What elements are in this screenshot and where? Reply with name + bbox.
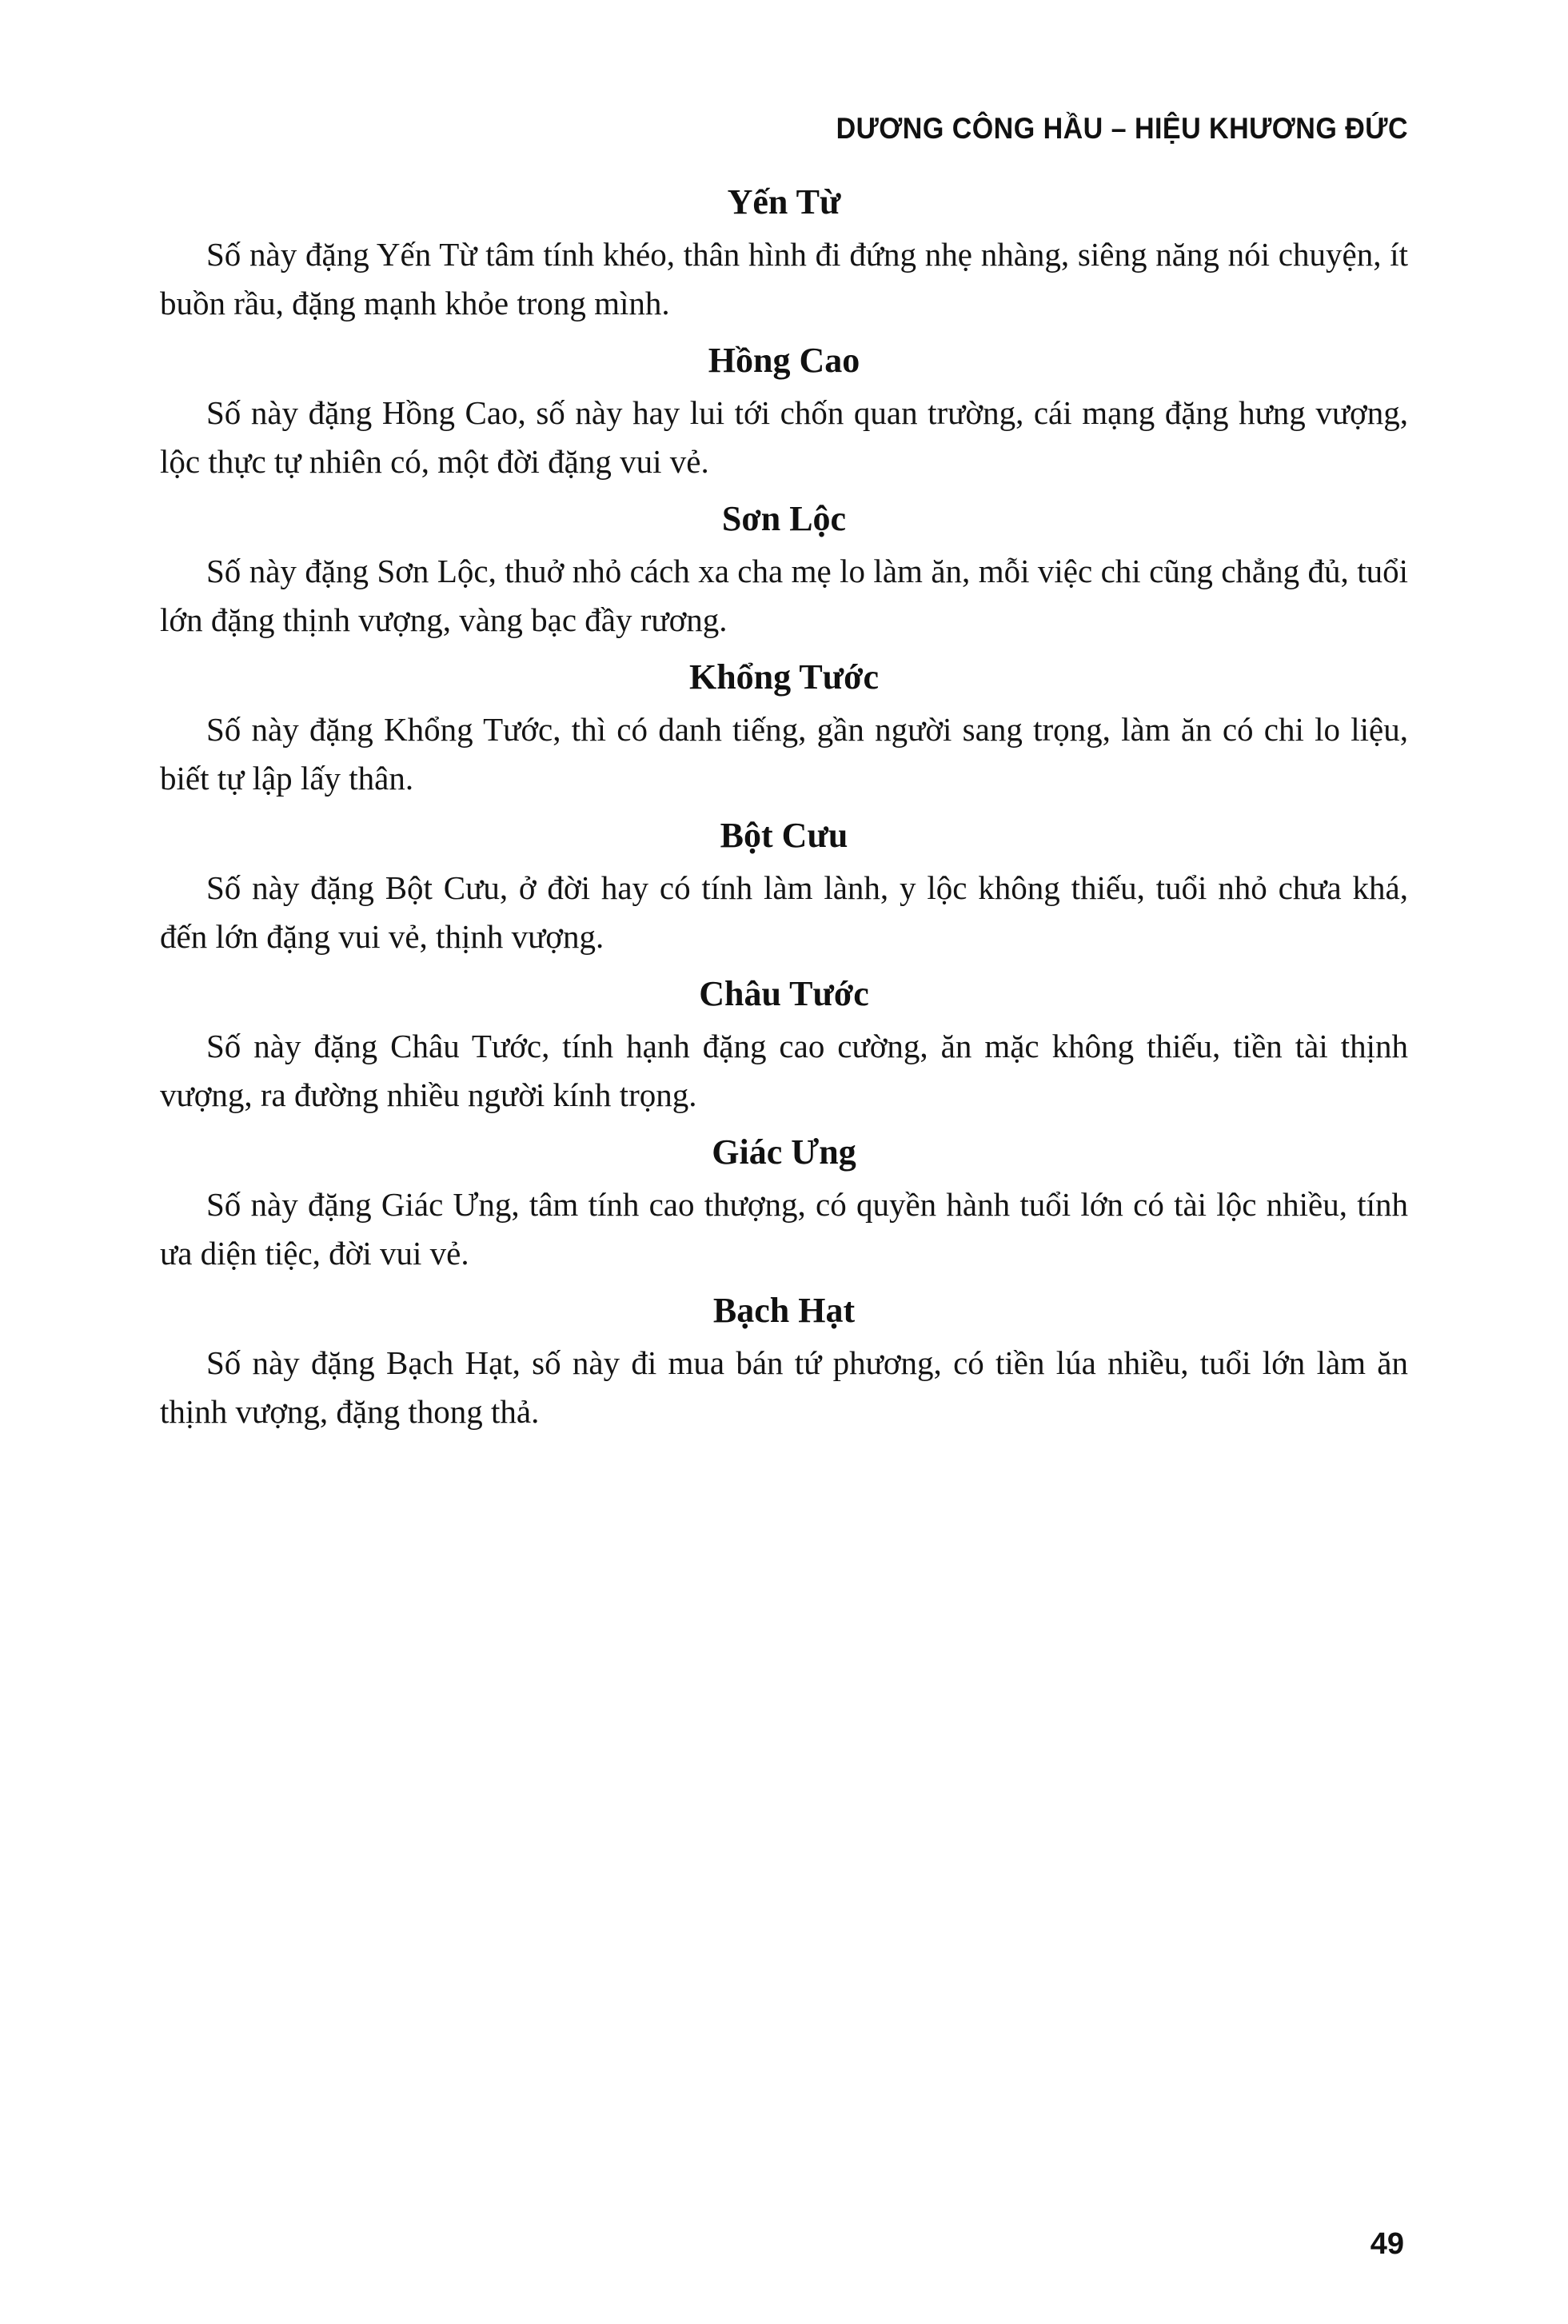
section-bach-hat <box>160 1286 1408 1436</box>
section-body: Số này đặng Sơn Lộc, thuở nhỏ cách xa cha mẹ lo làm ăn, mỗi việc chi cũng chẳng đủ, tuổi lớn đặng thịnh vượng, vàng bạc đầy rương. <box>160 553 1408 638</box>
section-title: Giác Ưng <box>712 1132 856 1172</box>
section-body: Số này đặng Bột Cưu, ở đời hay có tính làm lành, y lộc không thiếu, tuổi nhỏ chưa khá, đến lớn đặng vui vẻ, thịnh vượng. <box>160 869 1408 955</box>
section-body: Số này đặng Hồng Cao, số này hay lui tới chốn quan trường, cái mạng đặng hưng vượng, lộc thực tự nhiên có, một đời đặng vui vẻ. <box>160 394 1408 480</box>
section-body: Số này đặng Châu Tước, tính hạnh đặng cao cường, ăn mặc không thiếu, tiền tài thịnh vượng, ra đường nhiều người kính trọng. <box>160 1028 1408 1113</box>
section-body: Số này đặng Giác Ưng, tâm tính cao thượng, có quyền hành tuổi lớn có tài lộc nhiều, tính ưa diện tiệc, đời vui vẻ. <box>160 1186 1408 1272</box>
section-title: Châu Tước <box>699 974 869 1013</box>
section-title: Hồng Cao <box>708 341 860 380</box>
section-khong-tuoc <box>160 653 1408 803</box>
section-yen-tu <box>160 178 1408 328</box>
section-title: Bột Cưu <box>720 816 848 855</box>
section-chau-tuoc <box>160 969 1408 1120</box>
running-header-author: DƯƠNG CÔNG HẦU – HIỆU KHƯƠNG ĐỨC <box>836 112 1408 145</box>
section-hong-cao <box>160 336 1408 486</box>
section-title: Khổng Tước <box>688 657 879 697</box>
page-number: 49 <box>1370 2227 1404 2261</box>
section-body: Số này đặng Bạch Hạt, số này đi mua bán tứ phương, có tiền lúa nhiều, tuổi lớn làm ăn thịnh vượng, đặng thong thả. <box>160 1344 1408 1430</box>
section-body: Số này đặng Khổng Tước, thì có danh tiếng, gần người sang trọng, làm ăn có chi lo liệu, biết tự lập lấy thân. <box>160 711 1408 797</box>
section-title: Bạch Hạt <box>712 1291 856 1330</box>
section-giac-ung <box>160 1128 1408 1278</box>
section-title: Yến Từ <box>727 182 841 222</box>
section-body: Số này đặng Yến Từ tâm tính khéo, thân hình đi đứng nhẹ nhàng, siêng năng nói chuyện, ít buồn rầu, đặng mạnh khỏe trong mình. <box>160 236 1408 321</box>
section-title: Sơn Lộc <box>721 499 847 538</box>
section-bot-cuu <box>160 811 1408 961</box>
section-son-loc <box>160 494 1408 645</box>
